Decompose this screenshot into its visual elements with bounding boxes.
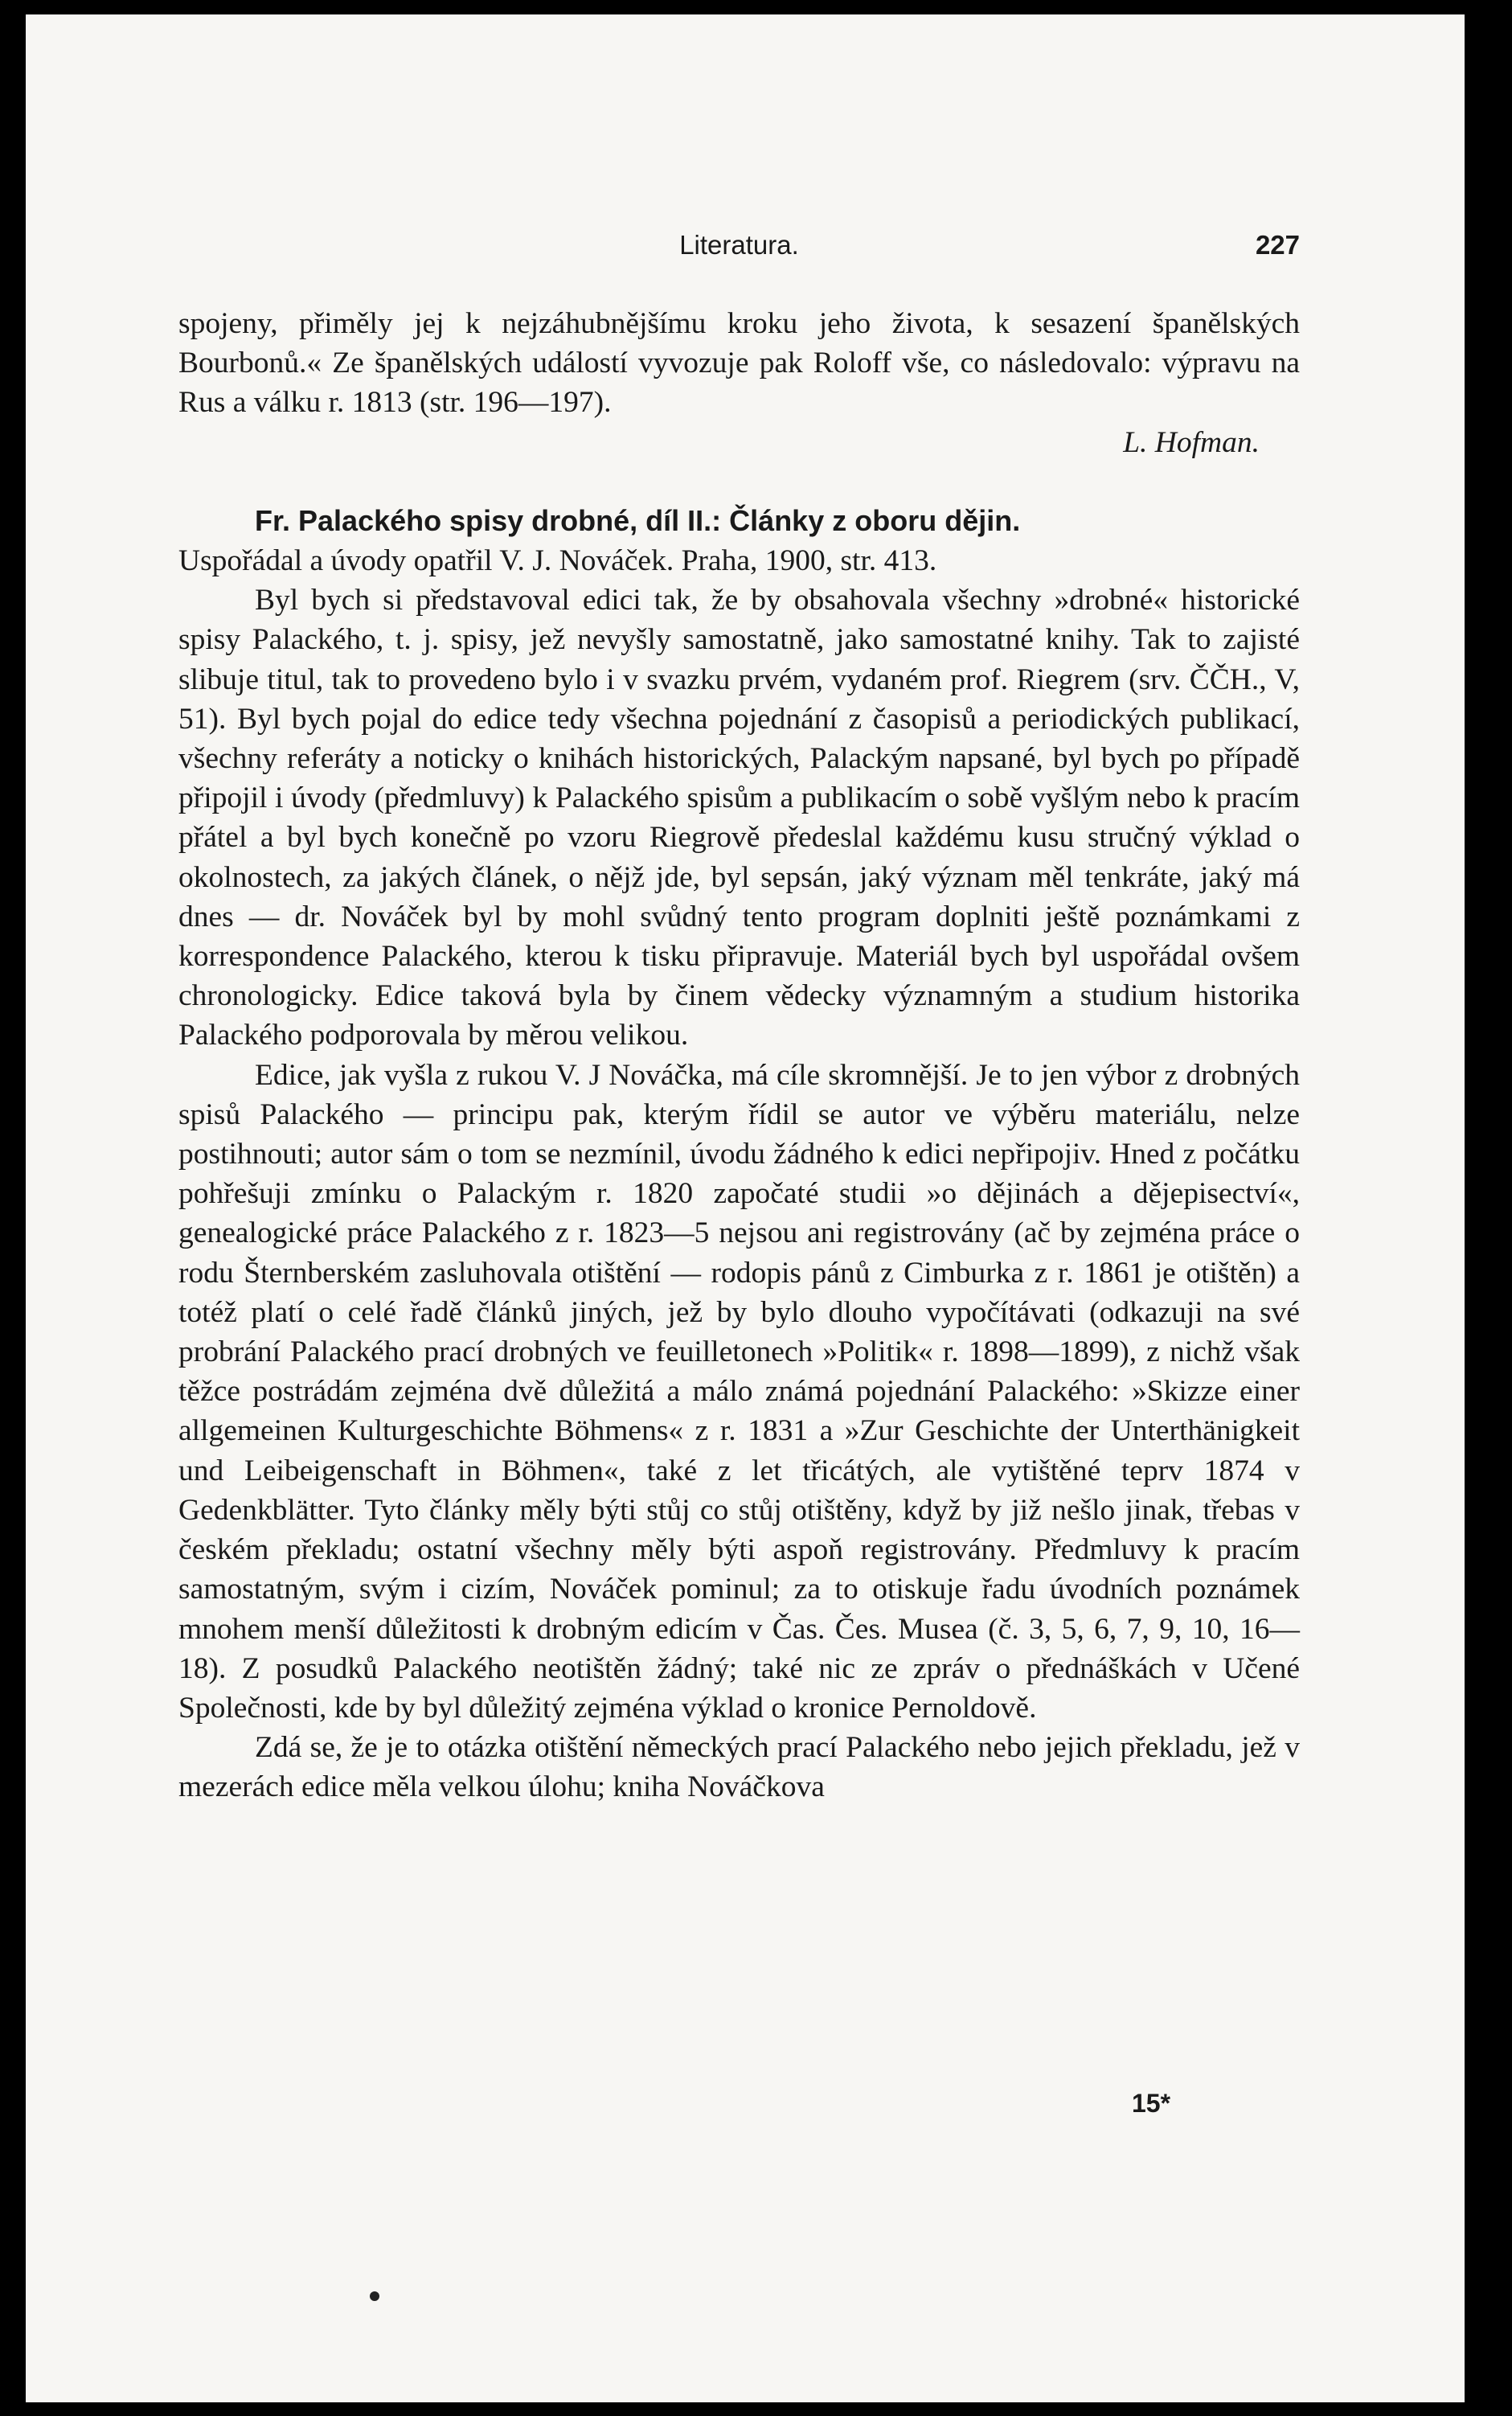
signature-mark: 15*: [1132, 2089, 1171, 2118]
print-speck: [370, 2291, 379, 2301]
paragraph-2: Edice, jak vyšla z rukou V. J Nováčka, má cíle skromnější. Je to jen výbor z drobných spisů Palackého — principu pak, kterým řídil se autor ve výběru materiálu, nelze postihnouti; autor sám o tom se nezmínil, úvodu žádného k edici nepřipojiv. Hned z počátku pohřešuji zmínku o Palackým r. 1820 započaté studii »o dějinách a dějepisectví«, genealogické práce Palackého z r. 1823—5 nejsou ani registrovány (ač by zejména práce o rodu Šternberském zasluhovala otištění — rodopis pánů z Cimburka z r. 1861 je otištěn) a totéž platí o celé řadě článků jiných, jež by bylo dlouho vypočítávati (odkazuji na své probrání Palackého prací drobných ve feuilletonech »Politik« r. 1898—1899), z nichž však těžce postrádám zejména dvě důležitá a málo známá pojednání Palackého: »Skizze einer allgemeinen Kulturgeschichte Böhmens« z r. 1831 a »Zur Geschichte der Unterthänigkeit und Leibeigenschaft in Böhmen«, také z let třicátých, ale vytištěné teprv 1874 v Gedenkblätter. Tyto články měly býti stůj co stůj otištěny, když by již nešlo jinak, třebas v českém překladu; ostatní všechny měly býti aspoň registrovány. Předmluvy k pracím samostatným, svým i cizím, Nováček pominul; za to otiskuje řadu úvodních poznámek mnohem menší důležitosti k drobným edicím v Čas. Čes. Musea (č. 3, 5, 6, 7, 9, 10, 16—18). Z posudků Palackého neotištěn žádný; také nic ze zpráv o přednáškách v Učené Společnosti, kde by byl důležitý zejména výklad o kronice Pernoldově.: [178, 1058, 1300, 1725]
paragraph-continuation: spojeny, přiměly jej k nejzáhubnějšímu kroku jeho života, k sesazení španělských Bourbonů.« Ze španělských událostí vyvozuje pak Roloff vše, co následovalo: výpravu na Rus a válku r. 1813 (str. 196—197).: [178, 307, 1300, 420]
review-title: Fr. Palackého spisy drobné, díl II.: Články z oboru dějin.: [255, 503, 1021, 537]
paragraph-3: Zdá se, že je to otázka otištění německých prací Palackého nebo jejich překladu, jež v mezerách edice měla velkou úlohu; kniha Nováčkova: [178, 1731, 1300, 1804]
review-signature: L. Hofman.: [1123, 425, 1260, 459]
review-editor: Uspořádal a úvody opatřil V. J. Nováček. Praha, 1900, str. 413.: [178, 544, 937, 578]
page-number: 227: [1255, 230, 1300, 260]
review-heading: [178, 501, 1300, 541]
page-body: [178, 304, 1300, 1807]
page-header: [178, 230, 1300, 270]
paragraph-1: Byl bych si představoval edici tak, že by obsahovala všechny »drobné« historické spisy Palackého, t. j. spisy, jež nevyšly samostatně, jako samostatné knihy. Tak to zajisté slibuje titul, tak to provedeno bylo i v svazku prvém, vydaném prof. Riegrem (srv. ČČH., V, 51). Byl bych pojal do edice tedy všechna pojednání z časopisů a periodických publikací, všechny referáty a noticky o knihách historických, Palackým napsané, byl bych po případě připojil i úvody (předmluvy) k Palackého spisům a publikacím o sobě vyšlým nebo k pracím přátel a byl bych konečně po vzoru Riegrově předeslal každému kusu stručný výklad o okolnostech, za jakých článek, o nějž jde, byl sepsán, jaký význam měl tenkráte, jaký má dnes — dr. Nováček byl by mohl svůdný tento program doplniti ještě poznámkami z korrespondence Palackého, kterou k tisku připravuje. Materiál bych byl uspořádal ovšem chronologicky. Edice taková byla by činem vědecky významným a studium historika Palackého podporovala by měrou velikou.: [178, 584, 1300, 1052]
document-page: [26, 14, 1465, 2402]
running-head: Literatura.: [679, 230, 799, 260]
